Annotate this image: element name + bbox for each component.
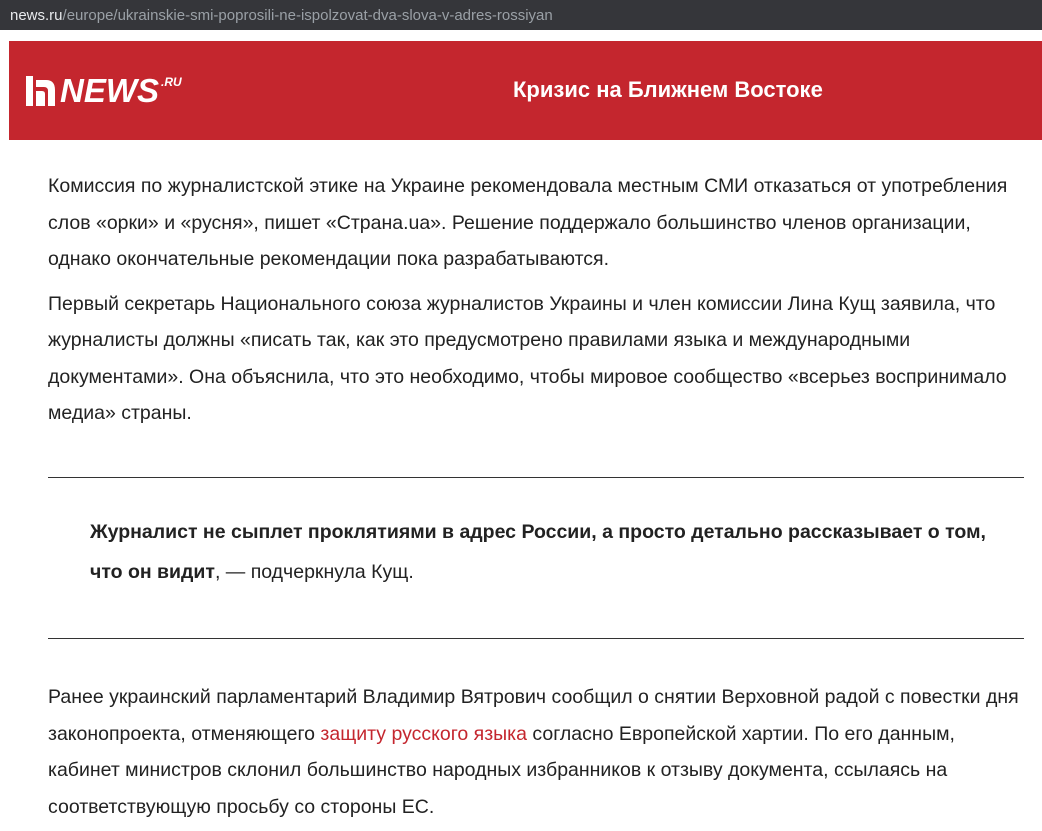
- url-path: /europe/ukrainskie-smi-poprosili-ne-ispolzovat-dva-slova-v-adres-rossiyan: [62, 6, 553, 24]
- logo-suffix: .RU: [161, 75, 182, 89]
- site-header: [9, 41, 1042, 140]
- header-topic-title[interactable]: Кризис на Ближнем Востоке: [513, 77, 823, 102]
- quote-text: Журналист не сыплет проклятиями в адрес России, а просто детально рассказывает о том, что он видит: [90, 521, 986, 583]
- url-domain: news.ru: [10, 6, 63, 24]
- site-logo[interactable]: [26, 74, 182, 108]
- russian-language-link[interactable]: защиту русского языка: [320, 722, 527, 745]
- quote-top-divider: [48, 477, 1024, 478]
- article-paragraph-1: Комиссия по журналистской этике на Украине рекомендовала местным СМИ отказаться от употребления слов «орки» и «русня», пишет «Страна.ua». Решение поддержало большинство членов организации, однако окончательные рекомендации пока разрабатываются.: [48, 175, 1008, 270]
- logo-wordmark: NEWS: [60, 72, 159, 109]
- rss-bars-icon: [26, 74, 56, 108]
- quote-bottom-divider: [48, 638, 1024, 639]
- article-paragraph-3: [48, 679, 1028, 825]
- browser-address-bar[interactable]: [0, 0, 1042, 30]
- paragraph-3-end: согласно Европейской хартии. По его данным, кабинет министров склонил большинство народных избранников к отзыву документа, ссылаясь на соответствующую просьбу со стороны ЕС.: [48, 722, 955, 818]
- paragraph-3-start: Ранее украинский парламентарий Владимир Вятрович сообщил о снятии Верховной радой с повестки дня законопроекта, отменяющего: [48, 686, 1019, 745]
- article-quote: [90, 512, 1010, 592]
- url-text[interactable]: [10, 7, 553, 24]
- article-paragraph-2: Первый секретарь Национального союза журналистов Украины и член комиссии Лина Кущ заявила, что журналисты должны «писать так, как это предусмотрено правилами языка и международными документами». Она объяснила, что это необходимо, чтобы мировое сообщество «всерьез воспринимало медиа» страны.: [48, 292, 1007, 424]
- article-body: [48, 168, 1028, 432]
- quote-attribution: , — подчеркнула Кущ.: [214, 561, 414, 583]
